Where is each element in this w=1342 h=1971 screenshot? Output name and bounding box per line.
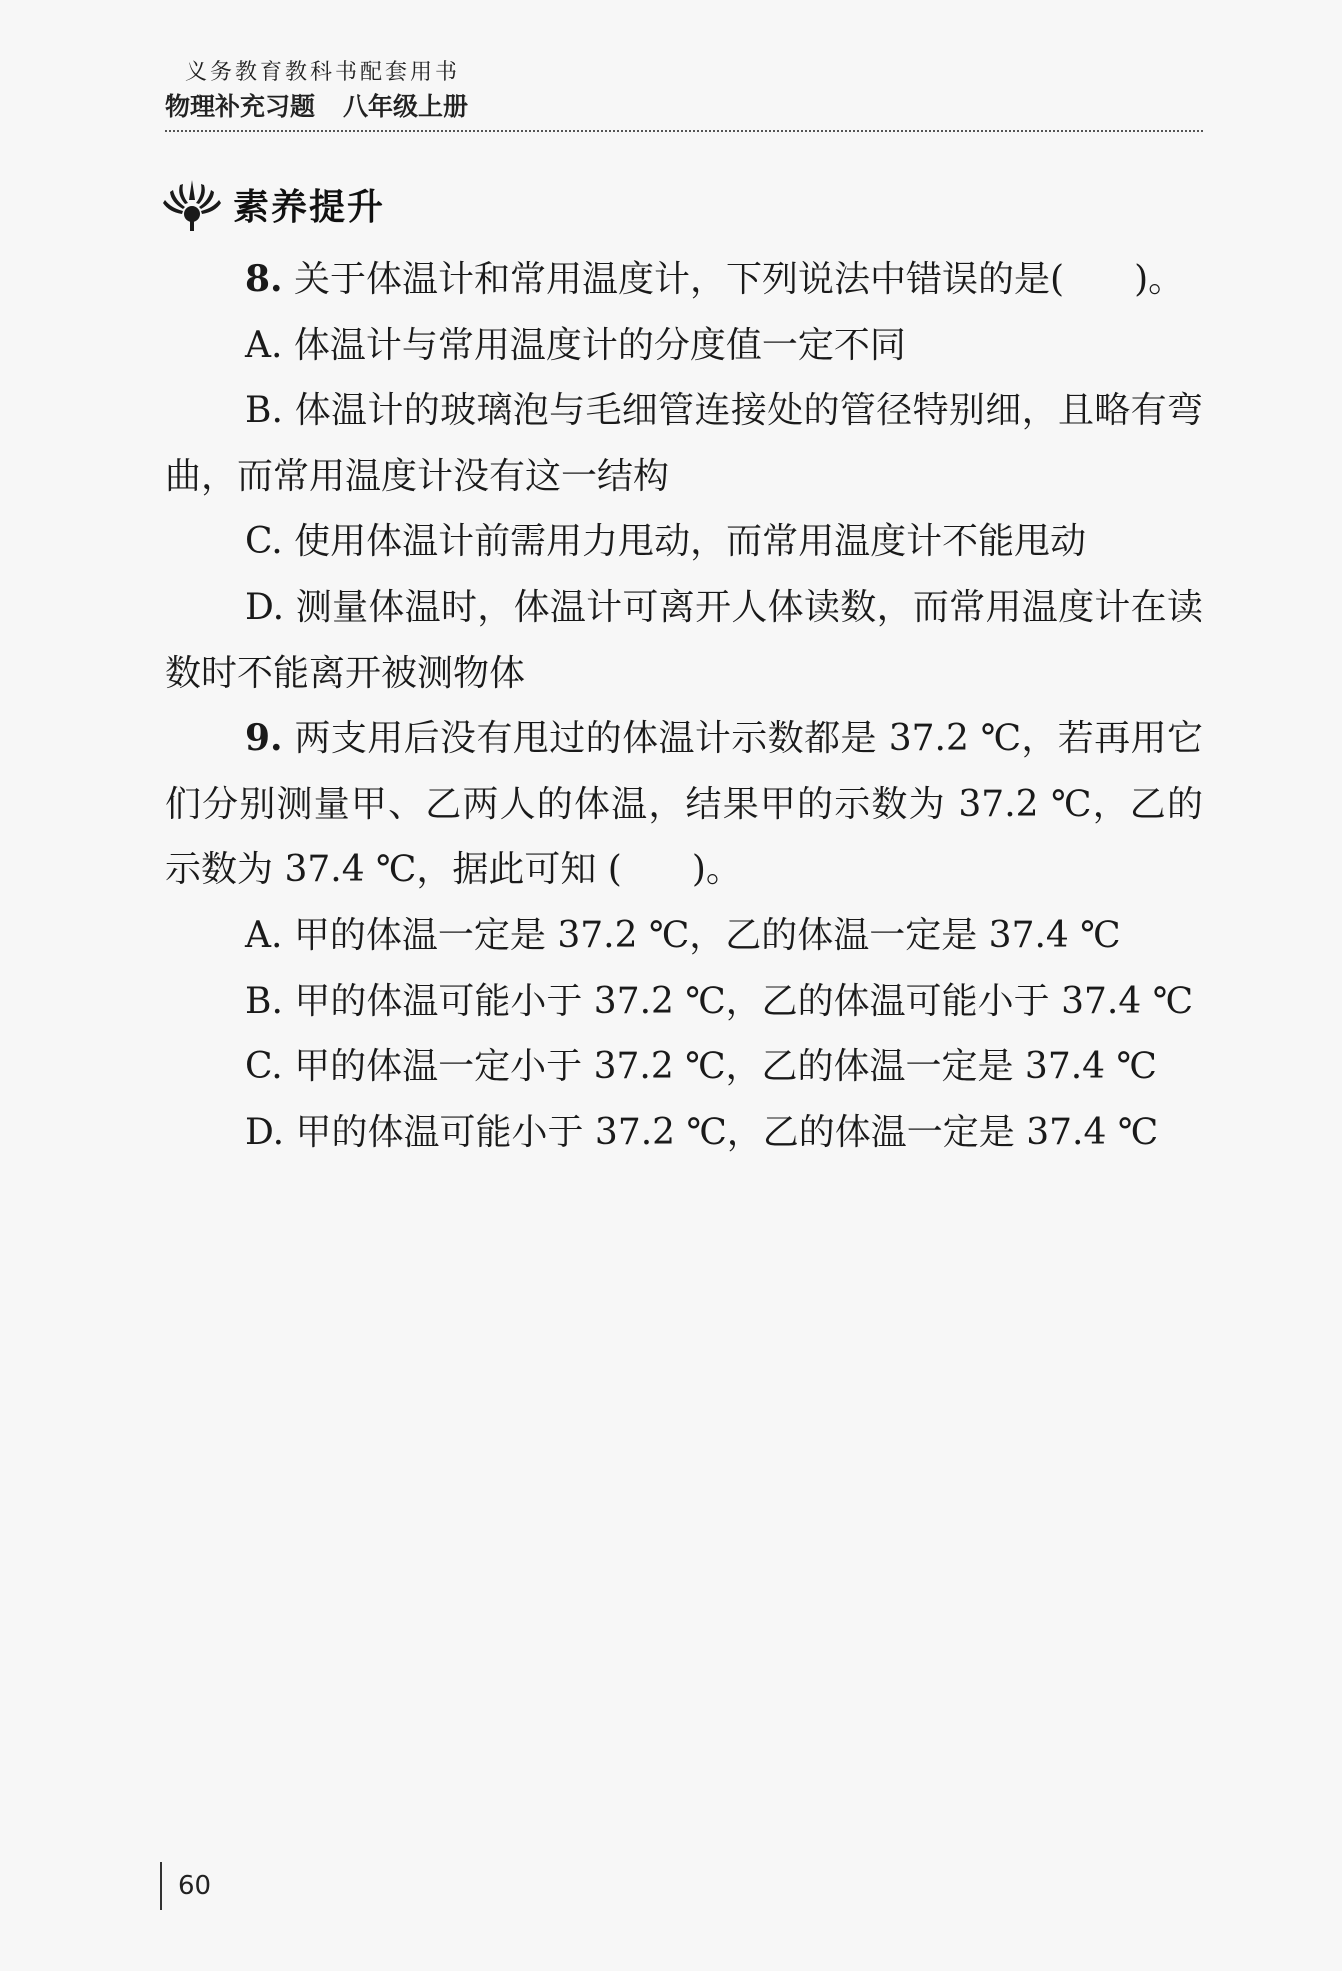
question-9-text: 两支用后没有甩过的体温计示数都是 37.2 ℃，若再用它们分别测量甲、乙两人的体温，结果甲的示数为 37.2 ℃，乙的示数为 37.4 ℃，据此可知 ( (165, 718, 1203, 891)
running-header (165, 58, 1205, 124)
question-9-option-a (165, 903, 1203, 969)
option-text: 甲的体温一定小于 37.2 ℃，乙的体温一定是 37.4 ℃ (294, 1046, 1157, 1088)
option-letter: D. (245, 586, 285, 628)
question-9-option-c (165, 1034, 1203, 1100)
option-text: 体温计的玻璃泡与毛细管连接处的管径特别细，且略有弯曲，而常用温度计没有这一结构 (165, 390, 1203, 497)
option-text: 体温计与常用温度计的分度值一定不同 (293, 324, 906, 366)
laurel-emblem-icon (163, 176, 221, 232)
question-8-option-d (165, 575, 1203, 706)
option-text: 甲的体温可能小于 37.2 ℃，乙的体温一定是 37.4 ℃ (295, 1111, 1159, 1153)
section-title: 素养提升 (233, 186, 386, 228)
header-divider (165, 130, 1203, 132)
option-text: 测量体温时，体温计可离开人体读数，而常用温度计在读数时不能离开被测物体 (165, 586, 1203, 694)
option-letter: C. (245, 1046, 283, 1088)
question-8-option-c (165, 509, 1203, 575)
section-heading (163, 176, 385, 232)
question-9-number: 9. (245, 717, 283, 760)
book-title-line (165, 90, 1205, 124)
question-8-stem (165, 247, 1203, 313)
question-9-text-end: )。 (691, 849, 742, 891)
book-title: 物理补充习题 (165, 92, 316, 121)
question-9-option-d (165, 1100, 1203, 1166)
question-9-stem (165, 706, 1203, 903)
option-letter: B. (245, 980, 283, 1022)
question-8-option-a (165, 313, 1203, 379)
question-8-number: 8. (245, 258, 283, 300)
question-8-text-end: )。 (1134, 259, 1185, 300)
page-footer (160, 1862, 211, 1910)
option-letter: D. (245, 1111, 285, 1153)
option-text: 甲的体温可能小于 37.2 ℃，乙的体温可能小于 37.4 ℃ (294, 980, 1193, 1022)
option-text: 使用体温计前需用力甩动，而常用温度计不能甩动 (294, 521, 1087, 563)
grade-label: 八年级上册 (343, 92, 469, 121)
option-letter: C. (245, 521, 283, 563)
option-letter: B. (245, 390, 283, 432)
footer-bar (160, 1862, 162, 1910)
question-8-text: 关于体温计和常用温度计，下列说法中错误的是( (294, 259, 1065, 300)
option-text: 甲的体温一定是 37.2 ℃，乙的体温一定是 37.4 ℃ (293, 914, 1121, 956)
series-title: 义务教育教科书配套用书 (185, 60, 461, 85)
question-9-option-b (165, 969, 1203, 1035)
question-8-option-b (165, 378, 1203, 509)
option-letter: A. (245, 324, 283, 366)
page-number: 60 (178, 1871, 212, 1901)
exercise-content (165, 247, 1203, 1165)
option-letter: A. (245, 914, 283, 956)
